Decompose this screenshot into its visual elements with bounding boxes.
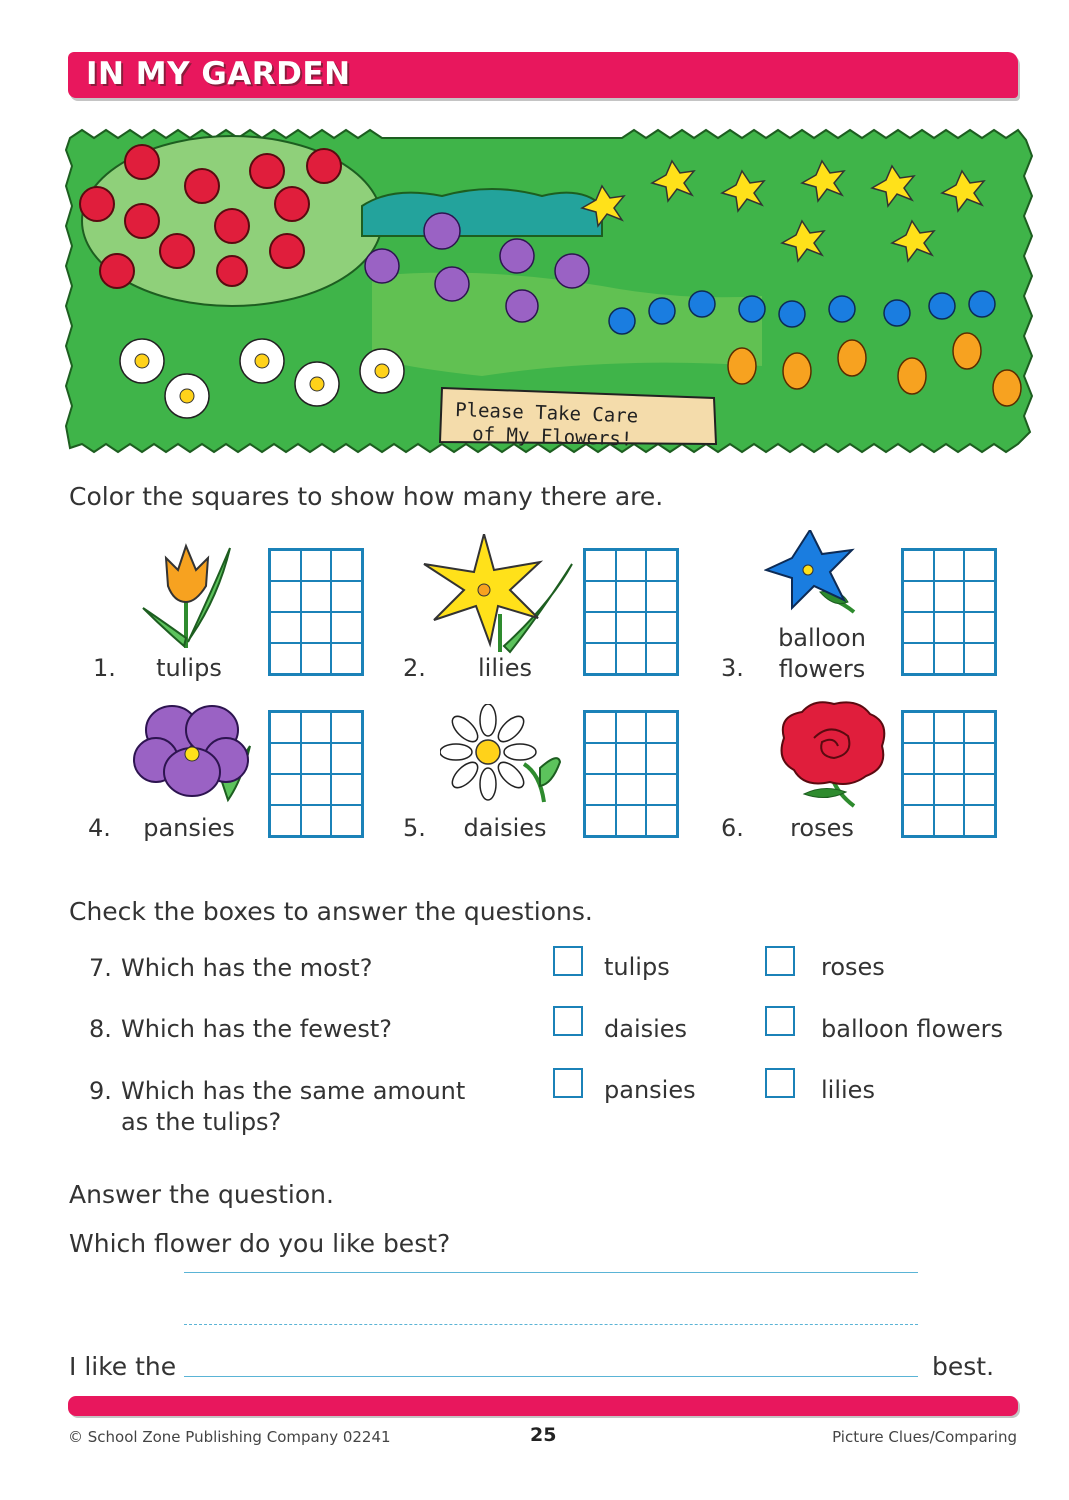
option-label: roses — [821, 953, 885, 981]
item-number: 6. — [721, 814, 744, 842]
balloon-flower-icon — [764, 530, 864, 614]
pansy-icon — [132, 700, 252, 804]
best-question: Which flower do you like best? — [69, 1229, 451, 1258]
footer-copyright: © School Zone Publishing Company 02241 — [68, 1428, 391, 1446]
question-text: Which has the most? — [121, 954, 373, 982]
question-text: Which has the fewest? — [121, 1015, 392, 1043]
checkbox-q9-pansies[interactable] — [553, 1068, 583, 1098]
question-number: 7. — [89, 954, 112, 982]
option-label: balloon flowers — [821, 1015, 1004, 1043]
page-title: IN MY GARDEN — [86, 56, 351, 92]
answer-suffix: best. — [932, 1352, 995, 1381]
question-7 — [89, 953, 372, 984]
item-number: 2. — [403, 654, 426, 682]
checkbox-q7-roses[interactable] — [765, 946, 795, 976]
item-name-roses: roses — [790, 814, 854, 842]
count-grid-roses[interactable] — [901, 710, 997, 838]
answer-prefix: I like the — [69, 1352, 177, 1381]
sign-text-line2: of My Flowers! — [471, 423, 633, 451]
checkbox-q8-balloon-flowers[interactable] — [765, 1006, 795, 1036]
item-name-lilies: lilies — [478, 654, 532, 682]
instruction-answer: Answer the question. — [69, 1180, 334, 1209]
count-grid-lilies[interactable] — [583, 548, 679, 676]
item-number: 1. — [93, 654, 116, 682]
item-number: 4. — [88, 814, 111, 842]
checkbox-q7-tulips[interactable] — [553, 946, 583, 976]
option-label: tulips — [604, 953, 670, 981]
item-name-daisies: daisies — [463, 814, 547, 842]
footer-topic: Picture Clues/Comparing — [832, 1428, 1017, 1446]
count-grid-daisies[interactable] — [583, 710, 679, 838]
page-number: 25 — [530, 1424, 557, 1446]
footer-bar — [68, 1396, 1018, 1416]
sign-text-line1: Please Take Care — [454, 399, 639, 428]
item-name-tulips: tulips — [156, 654, 222, 682]
question-number: 9. — [89, 1077, 112, 1105]
tulip-icon — [138, 538, 234, 650]
item-name-balloon-flowers: balloon flowers — [778, 624, 866, 683]
count-grid-tulips[interactable] — [268, 548, 364, 676]
question-number: 8. — [89, 1015, 112, 1043]
writing-line[interactable] — [184, 1272, 918, 1273]
answer-line[interactable] — [184, 1376, 918, 1377]
instruction-color: Color the squares to show how many there are. — [69, 482, 664, 511]
question-text: Which has the same amount as the tulips? — [121, 1077, 466, 1136]
daisy-icon — [440, 704, 564, 804]
option-label: pansies — [604, 1076, 696, 1104]
title-banner — [68, 52, 1018, 98]
rose-icon — [774, 698, 894, 808]
garden-sign — [440, 388, 716, 451]
instruction-check: Check the boxes to answer the questions. — [69, 897, 593, 926]
checkbox-q8-daisies[interactable] — [553, 1006, 583, 1036]
question-9 — [89, 1076, 465, 1138]
writing-guide-line — [184, 1324, 918, 1325]
count-grid-balloon-flowers[interactable] — [901, 548, 997, 676]
item-number: 5. — [403, 814, 426, 842]
question-8 — [89, 1014, 392, 1045]
option-label: daisies — [604, 1015, 688, 1043]
lily-icon — [420, 534, 576, 654]
item-number: 3. — [721, 654, 744, 682]
count-grid-pansies[interactable] — [268, 710, 364, 838]
garden-illustration — [62, 126, 1034, 458]
item-name-pansies: pansies — [143, 814, 235, 842]
checkbox-q9-lilies[interactable] — [765, 1068, 795, 1098]
option-label: lilies — [821, 1076, 875, 1104]
